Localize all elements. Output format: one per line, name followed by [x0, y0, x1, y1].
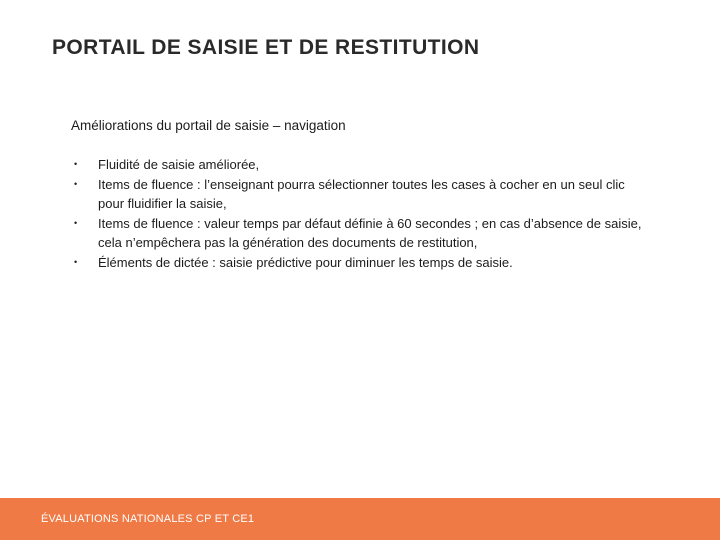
- section-subtitle: Améliorations du portail de saisie – navigation: [71, 118, 346, 133]
- footer-bar: [0, 498, 720, 540]
- bullet-text: Items de fluence : valeur temps par défaut définie à 60 secondes ; en cas d’absence de saisie, cela n’empêchera pas la génération des documents de restitution,: [98, 215, 642, 250]
- bullet-icon: •: [74, 178, 78, 189]
- bullet-icon: •: [74, 159, 78, 169]
- bullet-text: Éléments de dictée : saisie prédictive pour diminuer les temps de saisie.: [98, 254, 513, 270]
- bullet-list: [71, 155, 671, 272]
- bullet-text: Items de fluence : l’enseignant pourra sélectionner toutes les cases à cocher en un seul clic pour fluidifier la saisie,: [98, 176, 625, 211]
- bullet-item-cases-a-cocher: [71, 175, 671, 214]
- slide-title: PORTAIL DE SAISIE ET DE RESTITUTION: [52, 36, 480, 59]
- bullet-text: Fluidité de saisie améliorée,: [98, 157, 260, 172]
- bullet-item-dictee: [71, 253, 671, 273]
- bullet-icon: •: [74, 256, 78, 267]
- footer-text: ÉVALUATIONS NATIONALES CP ET CE1: [41, 513, 255, 525]
- bullet-icon: •: [74, 217, 78, 228]
- bullet-item-fluidite: [71, 155, 671, 175]
- slide-content: [71, 118, 671, 272]
- bullet-item-valeur-temps: [71, 214, 671, 253]
